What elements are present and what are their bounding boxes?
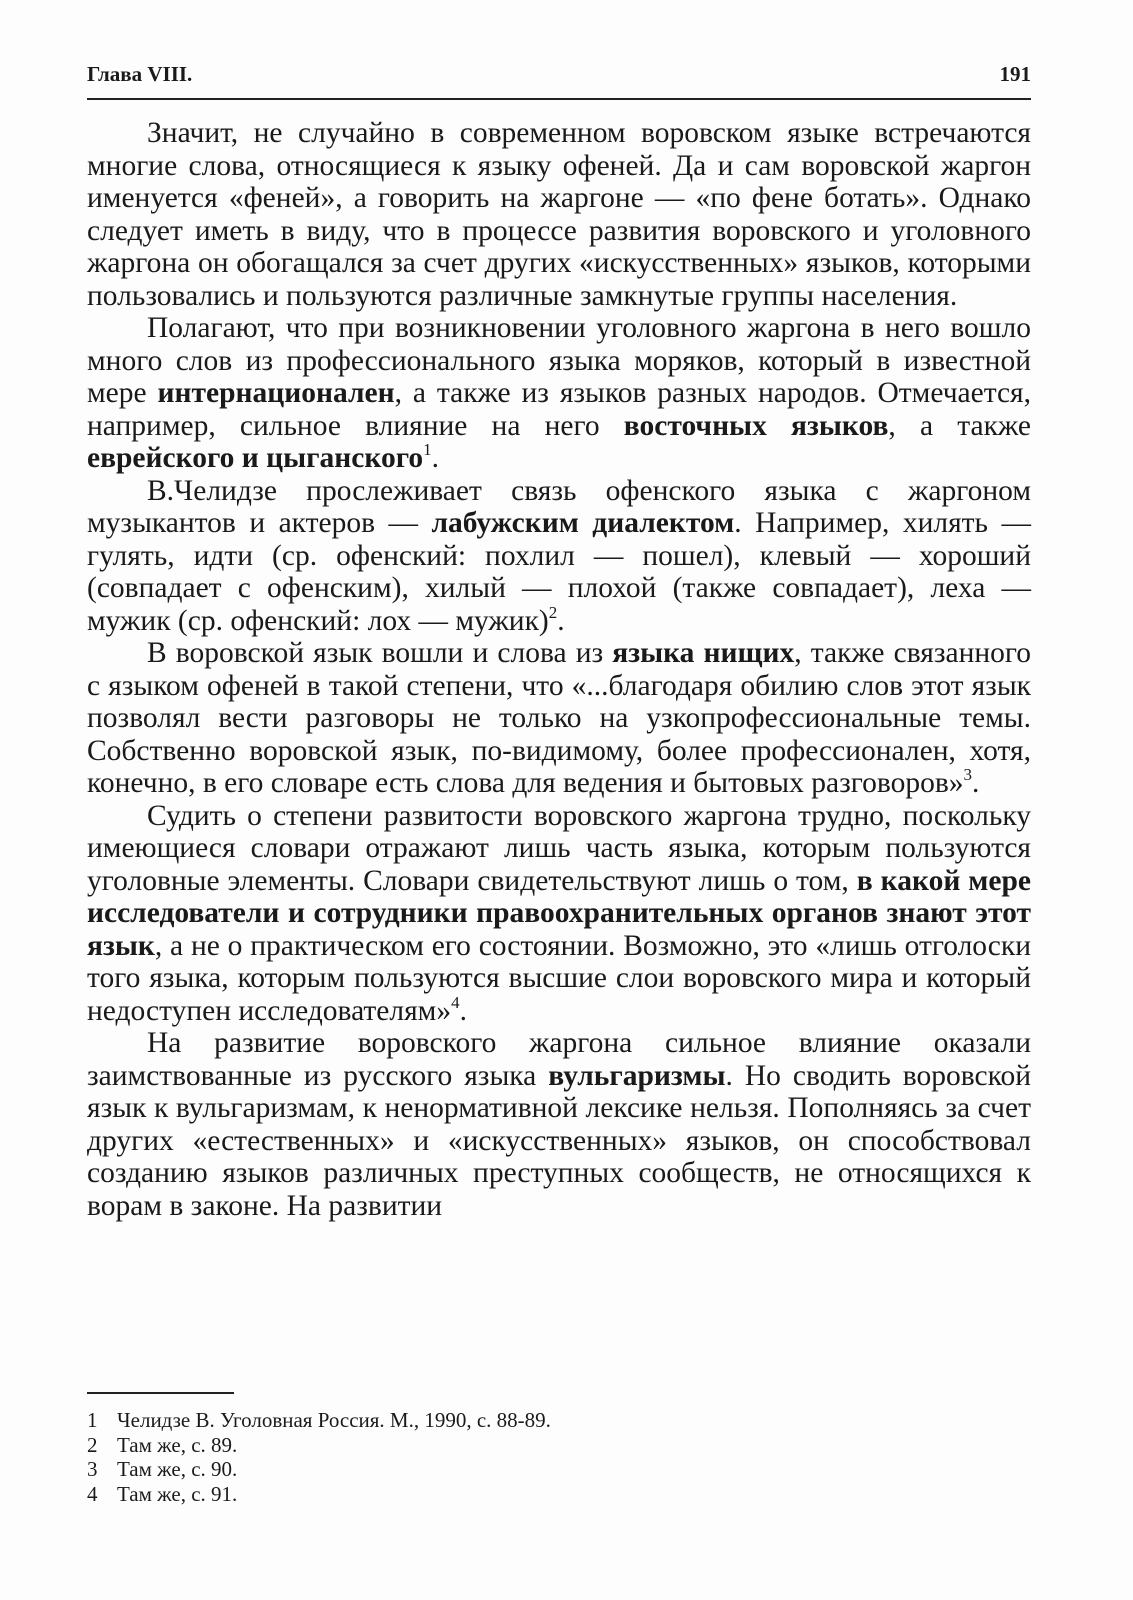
bold-text: вульгаризмы (548, 1059, 726, 1092)
text-run: В воровской язык вошли и слова из (147, 637, 613, 669)
footnotes (87, 1408, 1031, 1506)
footnote-ref: 3 (963, 765, 973, 784)
paragraph (87, 475, 1031, 638)
text-run: В.Челидзе прослеживает связь офенского языка с жаргоном музыкантов и актеров — (87, 474, 1031, 539)
footnote-text: Там же, с. 89. (117, 1432, 238, 1457)
page-header (87, 58, 1031, 100)
chapter-title: Глава VIII. (87, 62, 193, 86)
paragraph (87, 117, 1031, 312)
footnote (87, 1482, 1031, 1507)
text-run: . (972, 767, 980, 799)
text-run: , а также из языков разных народов. Отмечается, например, сильное влияние на него (87, 377, 1032, 442)
bold-text: в какой мере исследователи и сотрудники правоохранительных органов знают этот язык (87, 864, 1031, 962)
text-run: . (459, 994, 467, 1027)
footnote (87, 1457, 1031, 1482)
text-run: . (431, 442, 440, 474)
footnote-divider (87, 1392, 234, 1394)
footnote-number: 2 (87, 1432, 98, 1457)
main-text (87, 117, 1031, 1222)
text-run: , также связанного с языком офеней в такой степени, что «...благодаря обилию слов этот язык позволял вести разговоры не только на узкопрофессиональные темы. Собственно воровской язык, по-видимому, более профессионален, хотя, конечно, в его словаре есть слова для ведения и бытовых разговоров» (87, 637, 1032, 799)
bold-text: еврейского и цыганского (87, 442, 424, 474)
footnote-number: 1 (87, 1408, 98, 1432)
text-run: , а не о практическом его состоянии. Возможно, это «лишь отголоски того языка, которым пользуются высшие слои воровского мира и который недоступен исследователям» (87, 929, 1031, 1027)
bold-text: восточных языков (623, 409, 889, 442)
footnote (87, 1408, 1031, 1433)
footnote-number: 3 (87, 1457, 98, 1481)
footnote-ref: 4 (451, 992, 460, 1012)
paragraph (87, 800, 1031, 1028)
text-run: Значит, не случайно в современном воровском языке встречаются многие слова, относящиеся к языку офеней. Да и сам воровской жаргон именуется «феней», а говорить на жаргоне — «по фене ботать». Однако следует иметь в виду, что в процессе развития воровского и уголовного жаргона он обогащался за счет других «искусственных» языков, которыми пользовались и пользуются различные замкнутые группы населения. (87, 117, 1031, 312)
text-run: , а также (888, 409, 1031, 442)
paragraph (87, 312, 1031, 475)
text-run: Полагают, что при возникновении уголовного жаргона в него вошло много слов из профессионального языка моряков, который в известной мере (87, 312, 1031, 409)
text-run: . (557, 604, 565, 637)
footnote-number: 4 (87, 1481, 98, 1506)
footnote-text: Челидзе В. Уголовная Россия. М., 1990, с. 88-89. (117, 1408, 551, 1432)
footnote-ref: 2 (548, 602, 558, 622)
bold-text: интернационален (157, 377, 395, 409)
bold-text: лабужским диалектом (431, 507, 735, 539)
footnote-text: Там же, с. 90. (117, 1457, 238, 1481)
footnote (87, 1433, 1031, 1458)
paragraph (87, 637, 1031, 800)
text-run: Судить о степени развитости воровского жаргона трудно, поскольку имеющиеся словари отражают лишь часть языка, которым пользуются уголовные элементы. Словари свидетельствуют лишь о том, (87, 799, 1031, 897)
text-run: . Например, хилять — гулять, идти (ср. офенский: похлил — пошел), клевый — хороший (совпадает с офенским), хилый — плохой (также совпадает), леха — мужик (ср. офенский: лох — мужик) (87, 507, 1031, 637)
footnote-ref: 1 (423, 440, 432, 459)
bold-text: языка нищих (612, 637, 795, 669)
footnote-text: Там же, с. 91. (117, 1481, 238, 1506)
text-run: На развитие воровского жаргона сильное влияние оказали заимствованные из русского языка (87, 1027, 1031, 1092)
paragraph (87, 1027, 1031, 1222)
page-number: 191 (999, 62, 1031, 86)
text-run: . Но сводить воровской язык к вульгаризмам, к ненормативной лексике нельзя. Пополняясь за счет других «естественных» и «искусственных» языков, он способствовал созданию языков различных преступных сообществ, не относящихся к ворам в законе. На развитии (87, 1059, 1031, 1222)
